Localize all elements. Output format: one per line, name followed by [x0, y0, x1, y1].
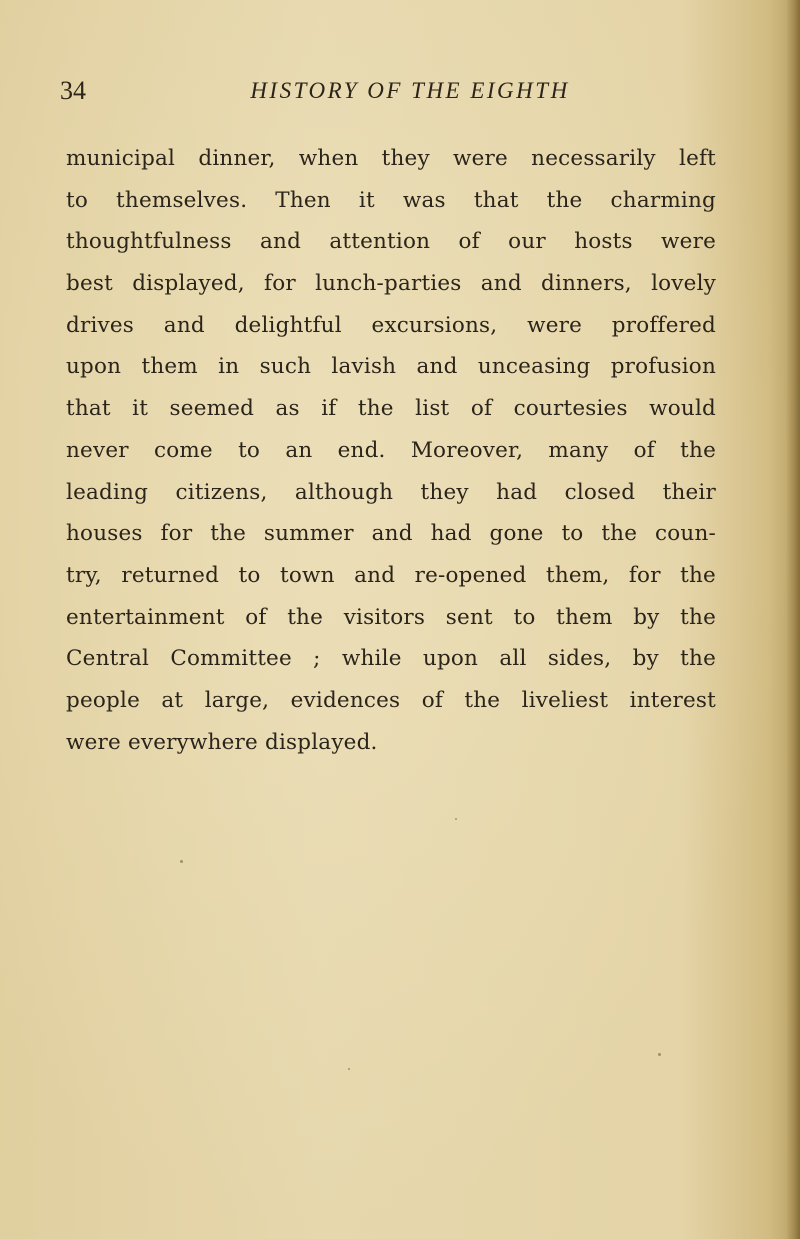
- text-line: best displayed, for lunch-parties and dinners, lovely: [66, 271, 716, 297]
- page-number: 34: [60, 76, 86, 105]
- text-line: were everywhere displayed.: [66, 729, 378, 755]
- text-line: thoughtfulness and attention of our hosts were: [66, 229, 716, 255]
- running-title: HISTORY OF THE EIGHTH: [250, 78, 570, 103]
- text-line: houses for the summer and had gone to the coun-: [66, 521, 716, 547]
- text-line: drives and delightful excursions, were proffered: [66, 312, 716, 338]
- text-line: try, returned to town and re-opened them, for the: [66, 562, 716, 588]
- text-line: to themselves. Then it was that the charming: [66, 187, 716, 213]
- text-line: leading citizens, although they had closed their: [66, 479, 716, 505]
- text-line: entertainment of the visitors sent to them by the: [66, 604, 716, 630]
- page-edge-shadow: [786, 0, 800, 1239]
- paper-speck: [455, 818, 457, 820]
- page-header: [60, 74, 740, 108]
- text-line: municipal dinner, when they were necessarily left: [66, 146, 716, 171]
- body-paragraph: [66, 138, 716, 763]
- text-line: upon them in such lavish and unceasing profusion: [66, 354, 716, 380]
- text-line: people at large, evidences of the liveliest interest: [66, 687, 716, 713]
- text-line: that it seemed as if the list of courtesies would: [66, 396, 716, 422]
- text-line: Central Committee ; while upon all sides, by the: [66, 646, 716, 672]
- paper-speck: [180, 860, 183, 863]
- paper-speck: [348, 1068, 350, 1070]
- paper-speck: [658, 1053, 661, 1056]
- text-line: never come to an end. Moreover, many of the: [66, 437, 716, 463]
